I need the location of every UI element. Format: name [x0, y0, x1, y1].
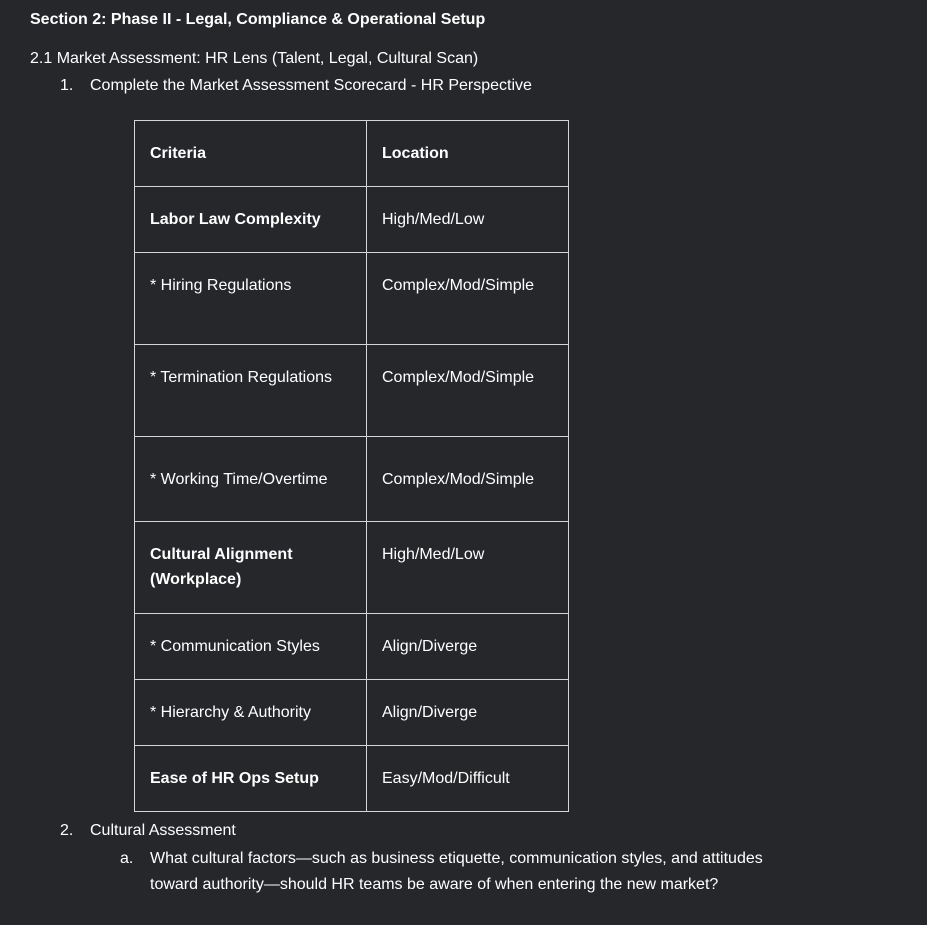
- table-cell-criteria: * Working Time/Overtime: [135, 437, 367, 522]
- table-cell-criteria: * Hierarchy & Authority: [135, 680, 367, 746]
- list-text: Complete the Market Assessment Scorecard - HR Perspective: [90, 77, 532, 94]
- table-cell-criteria: * Hiring Regulations: [135, 253, 367, 345]
- table-cell-criteria: Cultural Alignment (Workplace): [135, 522, 367, 614]
- table-cell-value: Align/Diverge: [367, 614, 569, 680]
- section-title: Section 2: Phase II - Legal, Compliance & Operational Setup: [30, 11, 486, 28]
- table-row: [135, 345, 569, 437]
- list-text: Cultural Assessment: [90, 822, 236, 839]
- table-cell-value: High/Med/Low: [367, 522, 569, 614]
- table-header-criteria: Criteria: [135, 121, 367, 187]
- sublist-text: What cultural factors—such as business etiquette, communication styles, and attitudes toward authority—should HR teams be aware of when entering the new market?: [150, 850, 763, 893]
- table-row: [135, 614, 569, 680]
- table-cell-value: Align/Diverge: [367, 680, 569, 746]
- table-cell-value: [367, 345, 569, 437]
- table-cell-value-text: Complex/Mod/Simple: [382, 470, 535, 488]
- table-row: [135, 680, 569, 746]
- table-header-location: Location: [367, 121, 569, 187]
- table-cell-value: [367, 437, 569, 522]
- table-cell-criteria: Labor Law Complexity: [135, 187, 367, 253]
- table-row: [135, 187, 569, 253]
- sublist-letter: a.: [120, 850, 134, 867]
- table-row: [135, 253, 569, 345]
- table-cell-value: High/Med/Low: [367, 187, 569, 253]
- table-cell-value: [367, 253, 569, 345]
- table-cell-criteria: Ease of HR Ops Setup: [135, 746, 367, 812]
- list-number: 1.: [60, 77, 74, 94]
- table-cell-value-text: Complex/Mod/Simple: [382, 369, 535, 386]
- table-cell-value-text: Complex/Mod/Simple: [382, 277, 535, 294]
- table-cell-criteria: * Communication Styles: [135, 614, 367, 680]
- table-cell-value: Easy/Mod/Difficult: [367, 746, 569, 812]
- list-number: 2.: [60, 822, 74, 839]
- table-header-row: [135, 121, 569, 187]
- market-assessment-scorecard-table: [134, 120, 569, 812]
- table-row: [135, 437, 569, 522]
- table-row: [135, 746, 569, 812]
- table-row: [135, 522, 569, 614]
- subsection-title: 2.1 Market Assessment: HR Lens (Talent, Legal, Cultural Scan): [30, 50, 479, 67]
- table-cell-criteria: * Termination Regulations: [135, 345, 367, 437]
